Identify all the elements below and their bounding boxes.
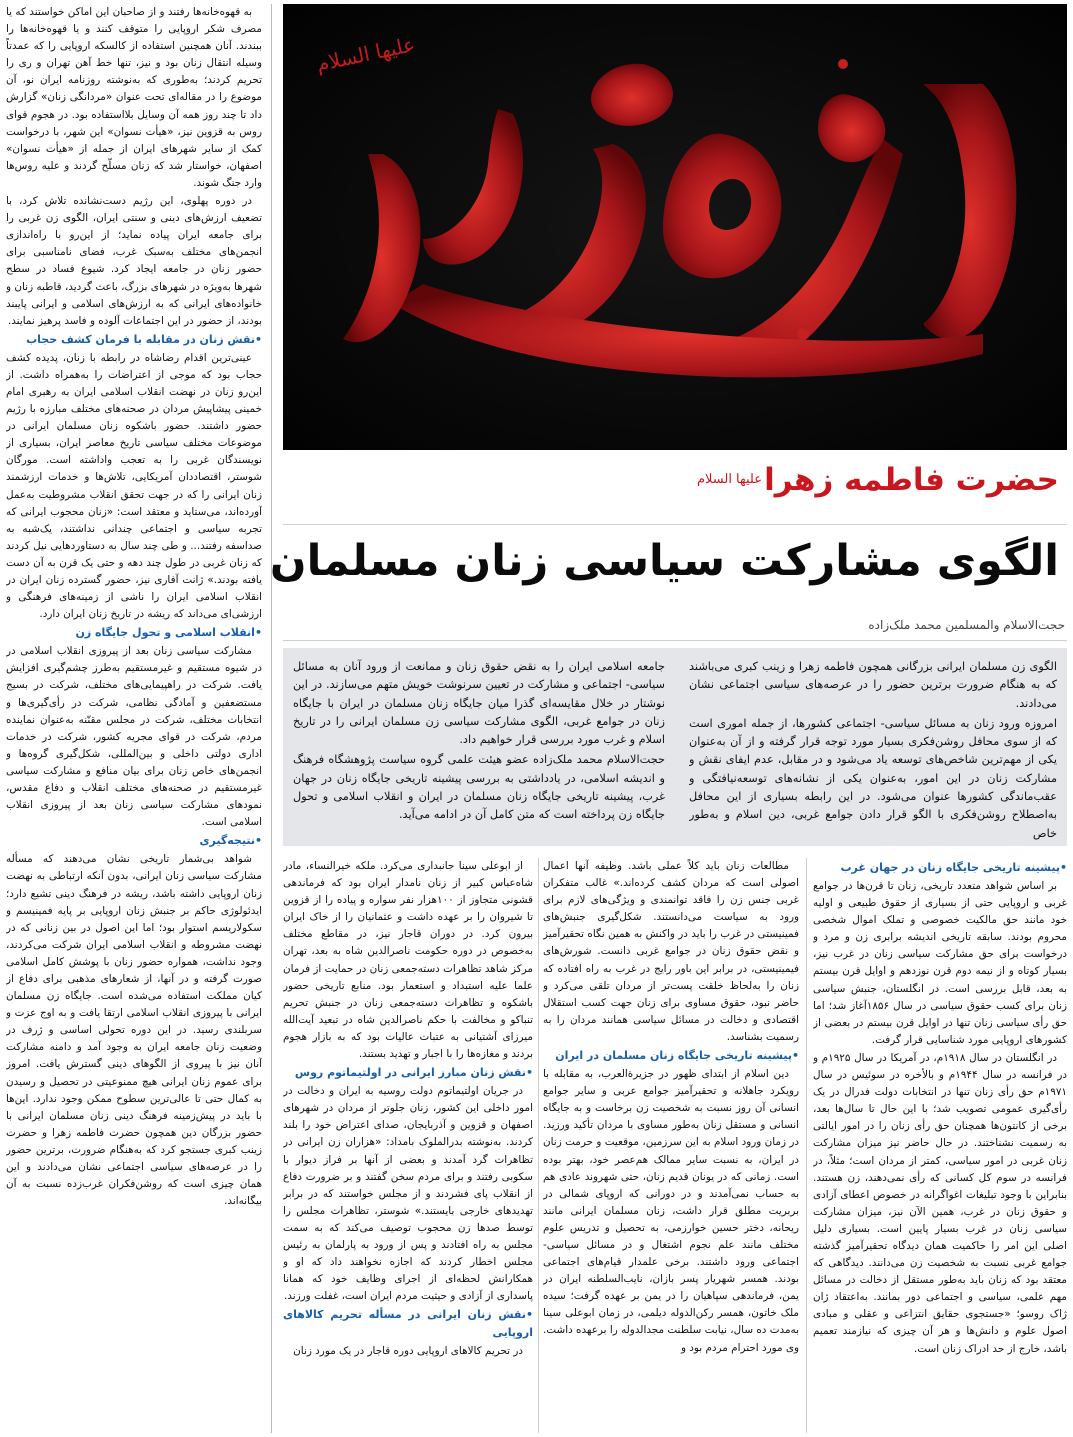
lead-paragraph: امروزه ورود زنان به مسائل سیاسی- اجتماعی کشورها، از جمله اموری است که از سوی محافل روشن‌فکری بسیار مورد توجه قرار گرفته و از آن به‌عنوان یکی از مهم‌ترین شاخص‌های توسعه یاد می‌شود و در مقابل، عدم ایفای نقش و مشارکت زنان در این امور، به‌عنوان یکی از نشانه‌های توسعه‌نیافتگی و عقب‌ماندگی کشورها عنوان می‌شود. در این رابطه بسیاری از این محافل به‌اصطلاح روشن‌فکری با الگو قرار دادن جوامع غربی، دین اسلام و به‌طور خاص: [689, 716, 1057, 840]
title-divider: [283, 524, 1067, 525]
article-column-middle-left: [283, 858, 533, 1433]
section-subheading: • پیشینه تاریخی جایگاه زنان مسلمان در ایران: [543, 1047, 799, 1065]
article-column-right: [813, 858, 1067, 1433]
hero-artwork: [283, 4, 1067, 450]
body-paragraph: دین اسلام از ابتدای ظهور در جزیرة‌العرب، به مقابله با رویکرد جاهلانه و تحقیرآمیز جوامع عربی و سایر جوامع انسانی آن روز نسبت به شخصیت زن برخاست و به جایگاه انسانی و مستقل زنان به‌طور مساوی با مردان تأکید ورزید. در زمان ورود اسلام به این سرزمین، موقعیت و حرمت زنان در ایران، به نسبت سایر ممالک هم‌عصر خود، بهتر بوده است. زمانی که در یونان قدیم زنان، حتی شهروند عادی هم به حساب نمی‌آمدند و در دورانی که اروپای شمالی در بربریت مطلق قرار داشت، زنان مسلمان ایرانی مانند ریحانه، دختر حسین خوارزمی، به تحصیل و تدریس علوم مختلف مانند علم نجوم اشتغال و در مسائل سیاسی- اجتماعی ورود داشتند. برخی علمدار قیام‌های اجتماعی بودند. همسر شهریار پسر بازان، نایب‌السلطنه ایران در یمن، فرماندهی سپاهیان را در یمن بر عهده گرفت؛ سیده ملک خاتون، همسر رکن‌الدوله دیلمی، در زمان ابوعلی سینا به‌مدت ده سال، نیابت سلطنت مجدالدوله را برعهده داشت. وی مورد احترام مردم بود و: [543, 1068, 799, 1354]
body-paragraph: شواهد بی‌شمار تاریخی نشان می‌دهند که مسأله مشارکت سیاسی زنان ایرانی، بدون آنکه ارتباطی به نهضت زنان اروپایی داشته باشد، ریشه در فرهنگ دینی تشیع دارد؛ ایدئولوژی حاکم بر جنبش زنان اروپایی بر پایه فمینیسم و سکولاریسم استوار بود؛ اما این اصول در بین زنانی که در نهضت مشروطه و انقلاب اسلامی ایران شرکت می‌کردند، وجود نداشت، همواره حضور زنان با پوشش کامل اسلامی صورت گرفته و در آنها، از شعارهای مذهبی برای دفاع از کیان مملکت استفاده می‌شده است. جایگاه زن مسلمان ایرانی با پیروزی انقلاب اسلامی ارتقا یافت و به اوج عزت و سربلندی رسید. در این دوره تحولی اساسی و ژرف در وضعیت زنان جامعه ایران به وجود آمد و دامنه مشارکت آنان نیز با پیروی از الگوهای دینی گسترش یافت. امروز برای عموم زنان ایرانی هیچ ممنوعیتی در تحصیل و رسیدن به کمال حتی تا عالی‌ترین سطوح ممکن وجود ندارد. این‌ها با باید در پیش‌زمینه فرهنگ دینی زنان مسلمان ایرانی با حضور بزرگان دین همچون حضرت فاطمه زهرا و حضرت زینب کبری جستجو کرد که به‌هنگام ضرورت، برترین حضور را در عرصه‌های سیاسی اجتماعی نشان می‌دادند و این همان چیزی است که روشن‌فکران غرب‌زده نسبت به آن بیگانه‌اند.: [6, 853, 262, 1208]
kicker-title: حضرت فاطمه زهرا: [764, 462, 1059, 498]
body-paragraph: در تحریم کالاهای اروپایی دوره قاجار در یک مورد زنان: [293, 1345, 523, 1358]
calligraphy-artwork: [283, 4, 1067, 450]
body-paragraph: در دوره پهلوی، این رژیم دست‌نشانده تلاش کرد، با تضعیف ارزش‌های دینی و سنتی ایران، الگوی زن غربی را برای جامعه ایران پیاده نماید؛ از این‌رو با راه‌اندازی انجمن‌های مختلف به‌سبک غرب، فضای نامناسبی برای حضور زنان در جامعه ایجاد کرد. شیوع فساد در سطح شهرها به‌ویژه در شهرهای بزرگ، باعث گردید، قاطبه زنان و خانواده‌های ایرانی که به ارزش‌های اسلامی و ایرانی پایبند بودند، از حضور در این اجتماعات آلوده و فاسد پرهیز نمایند.: [6, 195, 262, 327]
section-subheading: • نقش زنان مبارز ایرانی در اولتیماتوم روس: [283, 1064, 533, 1082]
article-column-middle: [543, 858, 799, 1433]
calligraphy-dot: [797, 328, 809, 340]
body-paragraph: به قهوه‌خانه‌ها رفتند و از صاحبان این اماکن خواستند که یا مصرف شکر اروپایی را متوقف کنند و یا قهوه‌خانه‌ها را ببندند. آنان همچنین استفاده از کالسکه اروپایی را که عمدتاً وسیله انتقال زنان بود و نیز، تنها خط آهن تهران و ری را تحریم کردند؛ به‌طوری که به‌نوشته روزنامه ایران نو، آن موضوع را در مقاله‌ای تحت عنوان «مردانگی زنان» گزارش داد تا چند روز همه آن وسایل بلااستفاده بود. در هجوم قوای روس به قزوین نیز، «هیأت نسوان» این شهر، با درخواست کمک از سایر شهرهای ایران از جمله از «هیأت نسوان» اصفهان، خواستار شد که زنان مسلّح گردند و علیه روس‌ها وارد جنگ شوند.: [6, 6, 262, 189]
column-divider: [806, 858, 807, 1433]
lead-paragraph: جامعه اسلامی ایران را به نقض حقوق زنان و ممانعت از ورود آنان به مسائل سیاسی- اجتماعی و مشارکت در تعیین سرنوشت خویش متهم می‌سازند. در این نوشتار در خلال مقایسه‌ای گذرا میان جایگاه زنان مسلمان در ایران با جایگاه زنان در جوامع غربی، الگوی مشارکت سیاسی زن مسلمان ایرانی را در تاریخ اسلام و غرب مورد بررسی قرار خواهیم داد.: [293, 660, 665, 747]
headline-block: [269, 462, 1067, 612]
article-column-left: [6, 4, 262, 1433]
body-paragraph: از ابوعلی سینا جانبداری می‌کرد. ملکه خیرالنساء، مادر شاه‌عباس کبیر از زنان نامدار ایران بود که فرماندهی قشونی متجاوز از ۱۰۰هزار نفر سواره و پیاده را از قزوین تا شیروان را بر عهده داشت و عثمانیان را از خاک ایران بیرون کرد. در دوران قاجار نیز، در مقاطع مختلف به‌خصوص در دوره حکومت ناصرالدین شاه به بعد، تهران مرکز شاهد تظاهرات دسته‌جمعی زنان در حمایت از فرمان علما علیه استبداد و استعمار بود. منابع تاریخی حضور باشکوه و تظاهرات دسته‌جمعی زنان در جنبش تحریم تنباکو و مخالفت با حکم ناصرالدین شاه در تبعید آیت‌الله میرزای آشتیانی به عتبات عالیات بود که به بازار هجوم بردند و مغازه‌ها را با اجبار و تهدید بستند.: [283, 860, 533, 1061]
author-byline: حجت‌الاسلام والمسلمین محمد ملک‌زاده: [868, 618, 1065, 632]
lead-box: [283, 648, 1067, 846]
main-title: الگوی مشارکت سیاسی زنان مسلمان: [269, 536, 1059, 586]
body-paragraph: عینی‌ترین اقدام رضاشاه در رابطه با زنان، پدیده کشف حجاب بود که موجی از اعتراضات را به‌همراه داشت. از این‌رو زنان در نهضت انقلاب اسلامی ایران به رهبری امام خمینی پیشاپیش مردان در صحنه‌های مختلف مبارزه با رژیم حضور داشتند. حضور باشکوه زنان مسلمان ایرانی در موضوعات مختلف سیاسی تاریخ معاصر ایران، بسیاری از نویسندگان غربی را به تعجب واداشته است. مورگان شوستر، اقتصاددان آمریکایی، تلاش‌ها و خدمات ارزشمند زنان ایرانی را که در جهت تحقق انقلاب مشروطیت به‌عمل آورده‌اند، می‌ستاید و معتقد است: «زنان محجوب ایرانی که تجربه سیاسی و اجتماعی چندانی نداشتند، یک‌شبه به صداسفه رفتند... و طی چند سال به دستاوردهایی نیل کردند که زنان غربی در طول چند دهه و حتی یک قرن به آن دست یافته بودند.» ژانت آفاری نیز، حضور گسترده زنان ایران در انقلاب اسلامی ایران را ناشی از زمینه‌های فرهنگی و ارزشی‌ای می‌داند که ریشه در تاریخ زنان ایران دارد.: [6, 351, 262, 621]
section-subheading: • انقلاب اسلامی و تحول جایگاه زن: [6, 624, 262, 642]
lead-paragraph: الگوی زن مسلمان ایرانی بزرگانی همچون فاطمه زهرا و زینب کبری می‌باشند که به هنگام ضرورت برترین حضور را در عرصه‌های سیاسی اجتماعی نشان می‌دادند.: [689, 660, 1057, 710]
calligraphy-dot: [838, 59, 848, 69]
hero-honorific: علیها السلام: [314, 32, 417, 77]
lead-column-left: [293, 658, 665, 842]
body-paragraph: مشارکت سیاسی زنان بعد از پیروزی انقلاب اسلامی در در شیوه مستقیم و غیرمستقیم به‌طرز چشم‌گیری افزایش یافت. شرکت در راهپیمایی‌های مختلف، شرکت در بسیج مستضعفین و آمادگی نظامی، شرکت در رأی‌گیری‌ها و انتخابات مختلف، شرکت در مجلس مقنّنه به‌عنوان نماینده مردم، شرکت در قوای مجریه کشور، شرکت در خدمات اداری دولتی داخلی و بین‌المللی، شکل‌گیری گروه‌ها و انجمن‌های خاص زنان برای بیان منافع و مشارکت سیاسی غیرمستقیم در صحنه‌های مختلف انقلاب و دفاع مقدس، نمودهای مشارکت سیاسی زنان بعد از پیروزی انقلاب اسلامی است.: [6, 645, 262, 829]
section-subheading: • نتیجه‌گیری: [6, 832, 262, 850]
body-paragraph: بر اساس شواهد متعدد تاریخی، زنان تا قرن‌ها در جوامع غربی و اروپایی حتی از بسیاری از حقوق طبیعی و اولیه خود مانند حق مالکیت خصوصی و تملک اموال شخصی محروم بودند. سابقه تاریخی اندیشه برابری زن و مرد و درخواست برای حق مشارکت سیاسی زنان در غرب نیز، بسیار کوتاه و از نیمه دوم قرن نوزدهم و اوایل قرن بیستم به بعد، قابل بررسی است. در انگلستان، جنبش سیاسی زنان برای کسب حقوق سیاسی در سال ۱۸۵۶آغاز شد؛ اما حق رأی سیاسی زنان تنها در اوایل قرن بیستم در بعضی از کشورهای اروپایی مورد شناسایی قرار گرفت.: [813, 880, 1067, 1046]
section-subheading: • پیشینه تاریخی جایگاه زنان در جهان غرب: [813, 859, 1067, 877]
column-divider: [538, 858, 539, 1433]
section-subheading: • نقش زنان در مقابله با فرمان کشف حجاب: [6, 331, 262, 349]
lead-column-right: [689, 658, 1057, 842]
lead-paragraph: حجت‌الاسلام محمد ملک‌زاده عضو هیئت علمی گروه سیاست پژوهشگاه فرهنگ و اندیشه اسلامی، در یادداشتی به بررسی پیشینه تاریخی جایگاه زنان در جهان غرب، پیشینه تاریخی جایگاه زنان مسلمان در ایران و انقلاب اسلامی و تحول جایگاه زن پرداخته است که متن کامل آن در ادامه می‌آید.: [293, 753, 665, 822]
body-paragraph: در انگلستان در سال ۱۹۱۸م، در آمریکا در سال ۱۹۲۵م و در فرانسه در سال ۱۹۴۴م و بالأخره در سوئیس در سال ۱۹۷۱م حق رأی زنان تنها در انتخابات دولت فدرال در یک رأی‌گیری عمومی تصویب شد؛ با این حال تا سال‌ها بعد، برخی از کانتون‌ها همچنان حق رأی زنان را در امور ایالتی به رسمیت نشناختند. در حال حاضر نیز میزان مشارکت زنان غربی در امور سیاسی، کمتر از مردان است؛ مثلاً، در فرانسه در سوم کل کسانی که رأی نمی‌دهند، زن هستند. بنابراین با وجود تبلیغات اغواگرانه در خصوص اعطای آزادی و حقوق زنان در غرب، همین الآن نیز، میزان مشارکت سیاسی زنان در غرب بسیار پایین است. بسیاری دلیل اصلی این امر را حاکمیت همان دیدگاه تحقیرآمیز گذشته جوامع غربی نسبت به شخصیت زن می‌دانند. دیدگاهی که معتقد بود که زنان باید به‌طور مستقل از دخالت در مسائل مهم علمی، سیاسی و اجتماعی دور بمانند. به‌اعتقاد ژان ژاک روسو؛ «جستجوی حقایق انتزاعی و عقلی و مبادی اصول علوم و دانش‌ها و هر آن چیزی که نیازمند تعمیم باشد، خارج از حد ادراک زنان است.: [813, 1051, 1067, 1355]
section-subheading: • نقش زنان ایرانی در مسأله تحریم کالاهای اروپایی: [283, 1306, 533, 1342]
body-paragraph: مطالعات زنان باید کلاً عملی باشد. وظیفه آنها اعمال اصولی است که مردان کشف کرده‌اند.» غالب متفکران غربی جنس زن را فاقد توانمندی و ویژگی‌های لازم برای ورود به سیاست می‌دانستند. شکل‌گیری جنبش‌های فمینیستی در غرب را باید در واکنش به همین نگاه تحقیرآمیز و نقض حقوق زنان در جوامع غربی دانست. شورش‌های فیمینیستی، در برابر این باور رایج در غرب به راه افتاده که زنان را به‌لحاظ خلقت پست‌تر از مردان تلقی می‌کرد و حاضر نبود، حقوق مساوی برای زنان جهت کسب استقلال اقتصادی و دخالت در مسائل سیاسی همانند مردان را به رسمیت بشناسد.: [543, 860, 799, 1043]
byline-divider: [283, 640, 1067, 641]
column-divider: [271, 4, 272, 1433]
body-paragraph: در جریان اولتیماتوم دولت روسیه به ایران و دخالت در امور داخلی این کشور، زنان جلوتر از مردان در شهرهای اصفهان و قزوین و آذربایجان، صدای اعتراض خود را بلند کردند. به‌نوشته بدرالملوک بامداد: «هزاران زن ایرانی در تظاهرات گرد آمدند و بعضی از آنها بر فراز دیوار با سکوبی رفتند و برای مردم سخن گفتند و بر ضرورت دفاع از انقلاب پای فشردند و از مجلس خواستند که در برابر تهدیدهای خارجی بایستند.» شوستر، تظاهرات مجلس را توسط صدها زن محجوب توصیف می‌کند که به سمت مجلس به راه افتادند و پس از ورود به پارلمان به رئیس مجلس اخطار کردند که اجازه نخواهند داد که او و همکارانش لحظه‌ای از اجرای وظایف خود که همانا پاسداری از آزادی و حیثیت مردم ایران است، غفلت ورزند.: [283, 1085, 533, 1303]
kicker-honorific: علیها السلام: [696, 472, 762, 487]
